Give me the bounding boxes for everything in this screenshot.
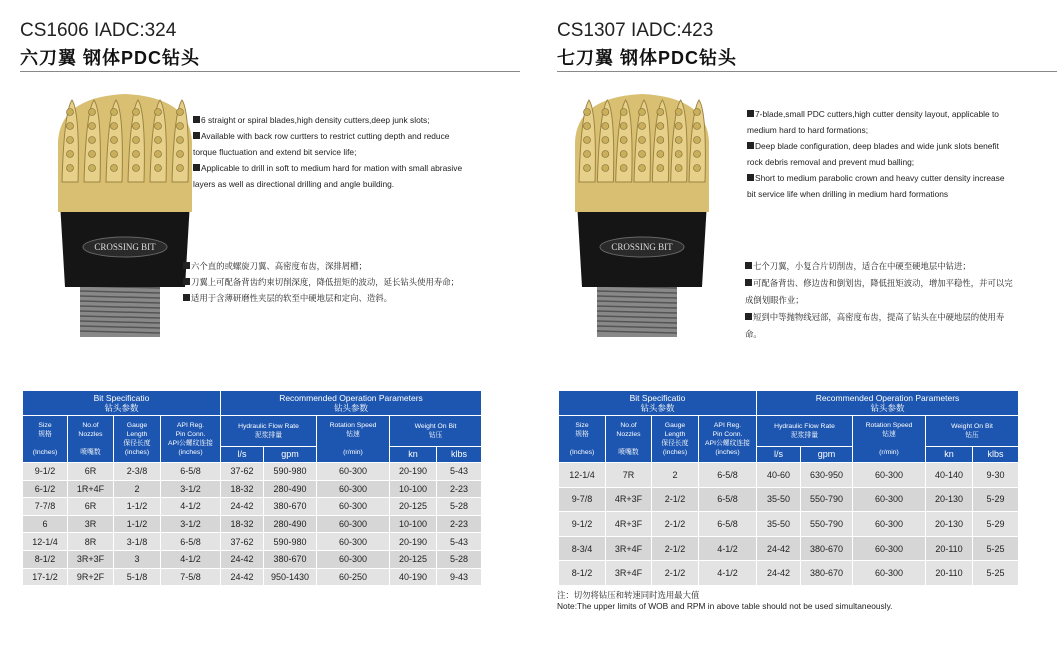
table-cell: 6R (68, 498, 114, 516)
table-cell: 60-300 (317, 463, 390, 481)
table-cell: 18-32 (221, 480, 264, 498)
table-cell: 35-50 (757, 487, 801, 512)
feature-text-cn: 适用于含薄研磨性夹层的软至中硬地层和定向、造斜。 (191, 293, 392, 303)
product-cs1307 (557, 0, 1057, 650)
table-cell: 8R (68, 533, 114, 551)
table-cell: 3R+4F (606, 536, 652, 561)
table-row (559, 561, 1019, 586)
table-cell: 5-1/8 (114, 568, 161, 586)
feature-text-cn: 短到中等抛物线冠部，高密度布齿，提高了钻头在中硬地层的使用寿命。 (745, 312, 1005, 339)
product-cs1606 (20, 0, 520, 650)
table-cell: 2-3/8 (114, 463, 161, 481)
header-flow: Hydraulic Flow Rate 泥浆排量 (757, 416, 853, 447)
table-row (23, 533, 482, 551)
table-cell: 24-42 (221, 568, 264, 586)
feature-text: Short to medium parabolic crown and heavy cutter density increase bit service life when drilling in medium hard formations (747, 173, 1005, 199)
table-cell: 3-1/2 (161, 480, 221, 498)
title-divider (557, 71, 1057, 72)
table-cell: 4R+3F (606, 512, 652, 537)
table-cell: 6-5/8 (699, 487, 757, 512)
table-cell: 24-42 (757, 536, 801, 561)
drill-bit-image (557, 82, 727, 342)
table-cell: 380-670 (801, 536, 853, 561)
table-cell: 590-980 (264, 463, 317, 481)
table-cell: 380-670 (801, 561, 853, 586)
table-cell: 5-29 (973, 512, 1019, 537)
table-cell: 9-43 (437, 568, 482, 586)
header-api: API Reg. Pin Conn. API公螺纹连接 (inches) (699, 416, 757, 463)
table-cell: 2-1/2 (652, 536, 699, 561)
table-row (559, 463, 1019, 488)
table-cell: 40-60 (757, 463, 801, 488)
table-cell: 5-25 (973, 536, 1019, 561)
table-cell: 9-1/2 (23, 463, 68, 481)
bullet-icon (183, 262, 190, 269)
table-cell: 24-42 (221, 498, 264, 516)
table-row (23, 515, 482, 533)
feature-item (747, 106, 1012, 138)
table-cell: 18-32 (221, 515, 264, 533)
features-en (193, 112, 473, 192)
table-cell: 24-42 (221, 550, 264, 568)
table-cell: 60-300 (317, 498, 390, 516)
product-cn-title: 六刀翼 钢体PDC钻头 (20, 48, 201, 68)
table-cell: 3R (68, 515, 114, 533)
table-row (23, 550, 482, 568)
table-cell: 5-43 (437, 533, 482, 551)
table-cell: 4-1/2 (161, 498, 221, 516)
table-cell: 6R (68, 463, 114, 481)
header-klbs: klbs (437, 447, 482, 463)
table-cell: 20-190 (390, 463, 437, 481)
header-kn: kn (390, 447, 437, 463)
header-klbs: klbs (973, 447, 1019, 463)
header-kn: kn (926, 447, 973, 463)
table-cell: 7-5/8 (161, 568, 221, 586)
usage-note (557, 590, 893, 612)
feature-item-cn (745, 275, 1020, 309)
spec-table (558, 390, 1019, 586)
header-gpm: gpm (801, 447, 853, 463)
feature-text: Deep blade configuration, deep blades and wide junk slots benefit rock debris removal and prevent mud balling; (747, 141, 999, 167)
table-cell: 1-1/2 (114, 498, 161, 516)
feature-item-cn (745, 258, 1020, 275)
table-cell: 630-950 (801, 463, 853, 488)
table-cell: 8-1/2 (559, 561, 606, 586)
table-cell: 4-1/2 (699, 536, 757, 561)
table-cell: 3-1/8 (114, 533, 161, 551)
header-wob: Weight On Bit 钻压 (926, 416, 1019, 447)
table-cell: 10-100 (390, 480, 437, 498)
table-cell: 2-23 (437, 515, 482, 533)
title-divider (20, 71, 520, 72)
feature-text: Available with back row curtters to restrict cutting depth and reduce torque fluctuation and extend bit service life; (193, 131, 450, 157)
header-ls: l/s (221, 447, 264, 463)
feature-text-cn: 七个刀翼，小复合片切削齿，适合在中硬至硬地层中钻进； (753, 261, 971, 271)
table-cell: 1-1/2 (114, 515, 161, 533)
table-cell: 3-1/2 (161, 515, 221, 533)
feature-text: Applicable to drill in soft to medium hard for mation with small abrasive layers as well as directional drilling and angle building. (193, 163, 463, 189)
table-cell: 4-1/2 (699, 561, 757, 586)
table-cell: 280-490 (264, 515, 317, 533)
table-cell: 6-5/8 (161, 533, 221, 551)
table-cell: 6-5/8 (699, 512, 757, 537)
table-cell: 380-670 (264, 550, 317, 568)
header-flow: Hydraulic Flow Rate 泥浆排量 (221, 416, 317, 447)
feature-text: 7-blade,small PDC cutters,high cutter density layout, applicable to medium hard to hard formations; (747, 109, 999, 135)
table-cell: 20-190 (390, 533, 437, 551)
table-cell: 5-43 (437, 463, 482, 481)
feature-text-cn: 六个直的或螺旋刀翼、高密度布齿，深排屑槽； (191, 261, 367, 271)
header-gauge: Gauge Length 保径长度 (inches) (652, 416, 699, 463)
table-cell: 60-300 (853, 561, 926, 586)
table-cell: 20-130 (926, 512, 973, 537)
header-nozzles: No.of Nozzles 喷嘴数 (606, 416, 652, 463)
table-cell: 7-7/8 (23, 498, 68, 516)
table-cell: 60-300 (317, 480, 390, 498)
feature-item-cn (183, 258, 483, 274)
header-size: Size 规格 (Inches) (23, 416, 68, 463)
table-cell: 12-1/4 (23, 533, 68, 551)
table-cell: 60-300 (853, 512, 926, 537)
table-row (559, 512, 1019, 537)
table-cell: 17-1/2 (23, 568, 68, 586)
table-cell: 950-1430 (264, 568, 317, 586)
header-group1: Bit Specificatio 钻头参数 (23, 391, 221, 416)
table-cell: 60-300 (317, 533, 390, 551)
feature-item (747, 138, 1012, 170)
table-cell: 550-790 (801, 512, 853, 537)
svg-text:CROSSING BIT: CROSSING BIT (611, 242, 673, 252)
table-cell: 5-28 (437, 550, 482, 568)
table-cell: 37-62 (221, 463, 264, 481)
bullet-icon (183, 294, 190, 301)
table-cell: 4-1/2 (161, 550, 221, 568)
features-cn (183, 258, 483, 306)
table-cell: 40-190 (390, 568, 437, 586)
table-row (559, 487, 1019, 512)
table-cell: 3R+3F (68, 550, 114, 568)
header-gpm: gpm (264, 447, 317, 463)
header-group2: Recommended Operation Parameters 钻头参数 (221, 391, 482, 416)
table-cell: 2 (114, 480, 161, 498)
table-cell: 60-300 (317, 550, 390, 568)
feature-text-cn: 可配备背齿、修边齿和倒划齿，降低扭矩波动，增加平稳性，并可以完成倒划眼作业； (745, 278, 1013, 305)
feature-item-cn (183, 274, 483, 290)
table-cell: 380-670 (264, 498, 317, 516)
table-cell: 5-25 (973, 561, 1019, 586)
svg-text:CROSSING BIT: CROSSING BIT (94, 242, 156, 252)
header-gauge: Gauge Length 保径长度 (inches) (114, 416, 161, 463)
table-cell: 8-1/2 (23, 550, 68, 568)
header-nozzles: No.of Nozzles 喷嘴数 (68, 416, 114, 463)
table-cell: 280-490 (264, 480, 317, 498)
bullet-icon (745, 262, 752, 269)
header-rpm: Rotation Speed 钻速 (r/min) (317, 416, 390, 463)
header-group1: Bit Specificatio 钻头参数 (559, 391, 757, 416)
features-cn (745, 258, 1020, 343)
table-cell: 550-790 (801, 487, 853, 512)
note-cn: 注：切勿将钻压和转速同时选用最大值 (557, 590, 700, 600)
table-cell: 2 (652, 463, 699, 488)
table-cell: 2-1/2 (652, 487, 699, 512)
header-ls: l/s (757, 447, 801, 463)
table-cell: 6 (23, 515, 68, 533)
table-cell: 7R (606, 463, 652, 488)
table-cell: 35-50 (757, 512, 801, 537)
table-cell: 9R+2F (68, 568, 114, 586)
bullet-icon (193, 132, 200, 139)
bullet-icon (747, 174, 754, 181)
table-row (23, 463, 482, 481)
bullet-icon (193, 116, 200, 123)
table-cell: 6-5/8 (699, 463, 757, 488)
table-cell: 20-110 (926, 536, 973, 561)
header-api: API Reg. Pin Conn. API公螺纹连接 (inches) (161, 416, 221, 463)
bullet-icon (747, 142, 754, 149)
table-cell: 9-30 (973, 463, 1019, 488)
bullet-icon (747, 110, 754, 117)
table-cell: 590-980 (264, 533, 317, 551)
table-cell: 20-125 (390, 498, 437, 516)
header-size: Size 规格 (Inches) (559, 416, 606, 463)
table-cell: 12-1/4 (559, 463, 606, 488)
table-cell: 1R+4F (68, 480, 114, 498)
features-en (747, 106, 1012, 202)
table-cell: 20-130 (926, 487, 973, 512)
table-cell: 2-23 (437, 480, 482, 498)
table-cell: 40-140 (926, 463, 973, 488)
product-model-title: CS1606 IADC:324 (20, 20, 177, 41)
feature-item (747, 170, 1012, 202)
table-cell: 5-28 (437, 498, 482, 516)
bullet-icon (183, 278, 190, 285)
feature-item (193, 128, 473, 160)
table-cell: 10-100 (390, 515, 437, 533)
bullet-icon (745, 279, 752, 286)
table-cell: 9-1/2 (559, 512, 606, 537)
table-row (23, 480, 482, 498)
feature-item (193, 112, 473, 128)
bullet-icon (745, 313, 752, 320)
table-cell: 60-300 (853, 487, 926, 512)
feature-text-cn: 刀翼上可配备背齿约束切削深度，降低扭矩的波动，延长钻头使用寿命； (191, 277, 459, 287)
table-cell: 6-1/2 (23, 480, 68, 498)
table-cell: 60-250 (317, 568, 390, 586)
table-cell: 20-110 (926, 561, 973, 586)
table-cell: 2-1/2 (652, 512, 699, 537)
table-row (559, 536, 1019, 561)
table-cell: 24-42 (757, 561, 801, 586)
table-cell: 60-300 (853, 463, 926, 488)
table-cell: 3R+4F (606, 561, 652, 586)
header-group2: Recommended Operation Parameters 钻头参数 (757, 391, 1019, 416)
product-cn-title: 七刀翼 钢体PDC钻头 (557, 48, 738, 68)
table-cell: 3 (114, 550, 161, 568)
note-en: Note:The upper limits of WOB and RPM in above table should not be used simultaneously. (557, 601, 893, 611)
table-cell: 60-300 (317, 515, 390, 533)
table-cell: 37-62 (221, 533, 264, 551)
table-cell: 9-7/8 (559, 487, 606, 512)
feature-item-cn (745, 309, 1020, 343)
table-cell: 4R+3F (606, 487, 652, 512)
feature-text: 6 straight or spiral blades,high density cutters,deep junk slots; (201, 115, 430, 125)
feature-item (193, 160, 473, 192)
feature-item-cn (183, 290, 483, 306)
table-row (23, 498, 482, 516)
table-cell: 2-1/2 (652, 561, 699, 586)
table-cell: 5-29 (973, 487, 1019, 512)
table-cell: 8-3/4 (559, 536, 606, 561)
header-wob: Weight On Bit 钻压 (390, 416, 482, 447)
table-cell: 60-300 (853, 536, 926, 561)
spec-table (22, 390, 482, 586)
table-cell: 6-5/8 (161, 463, 221, 481)
table-cell: 20-125 (390, 550, 437, 568)
bullet-icon (193, 164, 200, 171)
header-rpm: Rotation Speed 钻速 (r/min) (853, 416, 926, 463)
product-model-title: CS1307 IADC:423 (557, 20, 714, 41)
table-row (23, 568, 482, 586)
